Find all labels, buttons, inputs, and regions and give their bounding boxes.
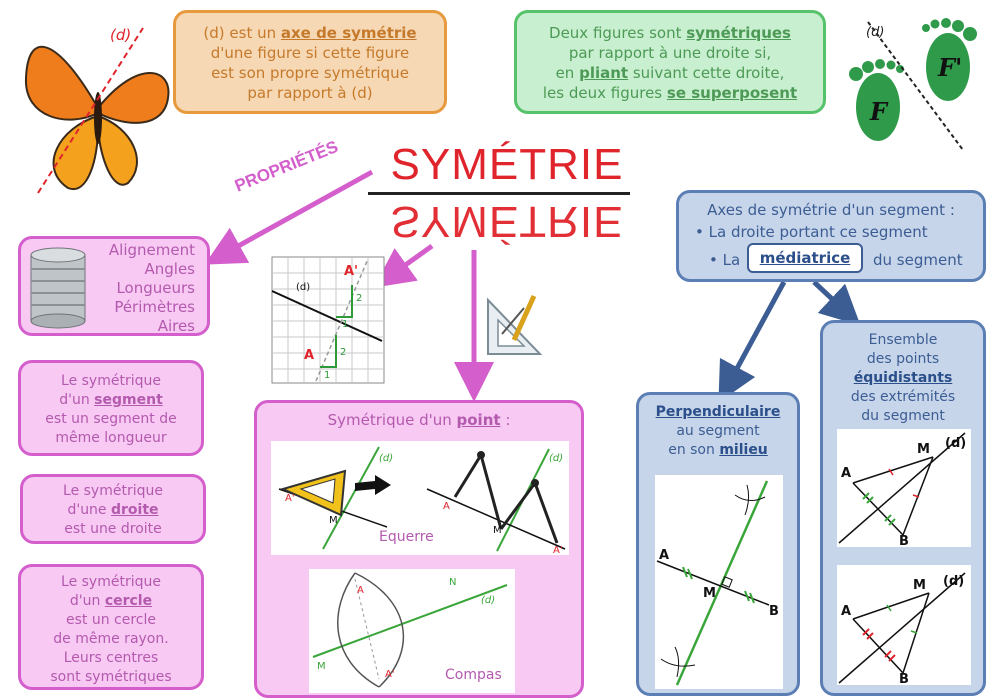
equi1-point-b: B bbox=[899, 534, 909, 547]
axes-segment-bullet-2-text-a: La bbox=[722, 251, 741, 269]
conserve-item-2: Angles bbox=[144, 260, 195, 278]
cercle-text-5: Leurs centres bbox=[63, 650, 159, 666]
cercle-text-1: Le symétrique bbox=[61, 574, 161, 590]
point-title-keyword: point bbox=[456, 411, 501, 429]
equerre-point-m: M bbox=[329, 515, 338, 526]
conserve-item-5: Aires bbox=[157, 317, 195, 335]
geometry-tools-icon bbox=[484, 290, 550, 358]
sym-text-2: par rapport à une droite si, bbox=[568, 44, 772, 62]
equi1-axis-label: (d) bbox=[945, 436, 967, 451]
feet-f-prime-label: F' bbox=[938, 53, 963, 82]
equi2-point-m: M bbox=[913, 578, 926, 593]
mediatrice-point-a: A bbox=[659, 548, 670, 563]
equidistant-figure-1 bbox=[837, 429, 971, 547]
compas-label: Compas bbox=[445, 667, 502, 683]
equerre-point-a: A bbox=[443, 501, 450, 512]
cercle-text-2: d'un bbox=[69, 593, 105, 609]
point-symmetry-box bbox=[254, 400, 584, 698]
conserve-item-1: Alignement bbox=[108, 241, 195, 259]
axe-text-1: (d) est un bbox=[203, 24, 281, 42]
sym-text-1: Deux figures sont bbox=[549, 24, 687, 42]
equidistant-figure-2 bbox=[837, 565, 971, 685]
axes-segment-bullet-1-text: La droite portant ce segment bbox=[708, 223, 928, 241]
grid-step-2: 2 bbox=[340, 347, 347, 358]
compas-point-a-prime: A' bbox=[385, 669, 395, 680]
conservation-box bbox=[18, 236, 210, 336]
mediatrice-label-box bbox=[747, 243, 863, 273]
title-symetrie-mirror: SYMÉTRIE bbox=[390, 197, 624, 246]
compas-point-a: A bbox=[357, 585, 364, 596]
equidistants-text-2: des points bbox=[866, 351, 940, 367]
equerre-point-m-2: M bbox=[493, 525, 502, 536]
segment-text-4: même longueur bbox=[55, 430, 167, 446]
segment-property-box bbox=[18, 360, 204, 456]
axes-segment-title: Axes de symétrie d'un segment : bbox=[707, 201, 955, 219]
title-symetrie: SYMÉTRIE bbox=[390, 140, 624, 189]
sym-text-4: les deux figures bbox=[542, 84, 667, 102]
axes-segment-bullet-2: • La bbox=[709, 251, 741, 269]
compas-point-m: M bbox=[317, 661, 326, 672]
perpendiculaire-box bbox=[636, 392, 800, 696]
perpendiculaire-keyword: Perpendiculaire bbox=[655, 404, 781, 420]
compas-point-n: N bbox=[449, 577, 457, 588]
cercle-text-4: de même rayon. bbox=[53, 631, 169, 647]
equerre-panel bbox=[271, 441, 569, 555]
compas-axis-label: (d) bbox=[481, 595, 496, 606]
equidistants-box bbox=[820, 320, 986, 696]
point-title-colon: : bbox=[500, 411, 511, 429]
droite-keyword: droite bbox=[111, 502, 159, 518]
mediatrice-point-b: B bbox=[769, 604, 779, 619]
segment-text-3: est un segment de bbox=[45, 411, 177, 427]
mediatrice-keyword: médiatrice bbox=[759, 249, 851, 267]
mediatrice-figure bbox=[655, 475, 783, 689]
axe-text-2: d'une figure si cette figure bbox=[210, 44, 410, 62]
grid-point-a: A bbox=[304, 348, 315, 363]
perpendiculaire-text-3: en son bbox=[668, 442, 720, 458]
grid-point-a-prime: A' bbox=[344, 264, 359, 279]
sym-keyword-pliant: pliant bbox=[579, 64, 629, 82]
equidistants-text-1: Ensemble bbox=[868, 332, 938, 348]
equidistant-figure-1-panel bbox=[837, 429, 971, 547]
sym-keyword-symetriques: symétriques bbox=[686, 24, 791, 42]
feet-axis-label: (d) bbox=[866, 25, 885, 40]
sym-keyword-superposent: se superposent bbox=[666, 84, 798, 102]
perpendiculaire-text-2: au segment bbox=[676, 423, 760, 439]
segment-text-2: d'un bbox=[59, 392, 95, 408]
grid-symmetry-figure bbox=[270, 255, 386, 385]
equidistants-keyword: équidistants bbox=[853, 370, 953, 386]
equerre-point-a-prime: A' bbox=[285, 493, 295, 504]
equerre-axis-label: (d) bbox=[379, 453, 394, 464]
axes-segment-bullet-2-text-b: du segment bbox=[873, 251, 963, 269]
feet-f-label: F bbox=[870, 97, 888, 126]
axes-segment-box bbox=[676, 190, 986, 282]
droite-text-1: Le symétrique bbox=[63, 483, 163, 499]
grid-step-3: 1 bbox=[342, 319, 349, 330]
mediatrice-point-m: M bbox=[703, 586, 716, 601]
segment-keyword: segment bbox=[94, 392, 163, 408]
cercle-text-6: sont symétriques bbox=[50, 669, 172, 685]
point-title-text: Symétrique d'un bbox=[327, 411, 457, 429]
grid-step-1: 1 bbox=[324, 370, 331, 381]
equerre-point-a-prime-2: A' bbox=[553, 545, 563, 555]
equi1-point-m: M bbox=[917, 442, 930, 457]
tin-can-icon bbox=[27, 247, 89, 329]
equi2-point-a: A bbox=[841, 604, 852, 619]
equi2-point-b: B bbox=[899, 672, 909, 685]
mediatrice-figure-panel bbox=[655, 475, 783, 689]
equerre-label: Equerre bbox=[379, 529, 434, 545]
equidistants-text-4: des extrémités bbox=[850, 389, 956, 405]
equi1-point-a: A bbox=[841, 466, 852, 481]
proprietes-label: PROPRIÉTÉS bbox=[232, 136, 341, 196]
cercle-text-3: est un cercle bbox=[65, 612, 156, 628]
grid-axis-label: (d) bbox=[296, 282, 311, 293]
conserve-item-4: Périmètres bbox=[114, 298, 195, 316]
butterfly-axis-label: (d) bbox=[110, 26, 132, 44]
equi2-axis-label: (d) bbox=[943, 574, 965, 589]
compas-axis-label-top: (d) bbox=[549, 453, 564, 464]
axes-segment-bullet-1: • La droite portant ce segment bbox=[695, 223, 928, 241]
segment-text-1: Le symétrique bbox=[61, 373, 161, 389]
axe-keyword: axe de symétrie bbox=[280, 24, 417, 42]
sym-text-3b: suivant cette droite, bbox=[628, 64, 785, 82]
equidistants-text-5: du segment bbox=[861, 408, 945, 424]
axe-text-3: est son propre symétrique bbox=[211, 64, 409, 82]
grid-step-4: 2 bbox=[356, 293, 363, 304]
axe-text-4: par rapport à (d) bbox=[247, 84, 373, 102]
cercle-property-box bbox=[18, 564, 204, 690]
equidistant-figure-2-panel bbox=[837, 565, 971, 685]
compas-panel bbox=[309, 569, 515, 693]
milieu-keyword: milieu bbox=[719, 442, 768, 458]
conserve-item-3: Longueurs bbox=[116, 279, 195, 297]
droite-property-box bbox=[20, 474, 206, 544]
cercle-keyword: cercle bbox=[104, 593, 153, 609]
droite-text-3: est une droite bbox=[64, 521, 162, 537]
droite-text-2: d'une bbox=[67, 502, 111, 518]
sym-text-3a: en bbox=[555, 64, 580, 82]
